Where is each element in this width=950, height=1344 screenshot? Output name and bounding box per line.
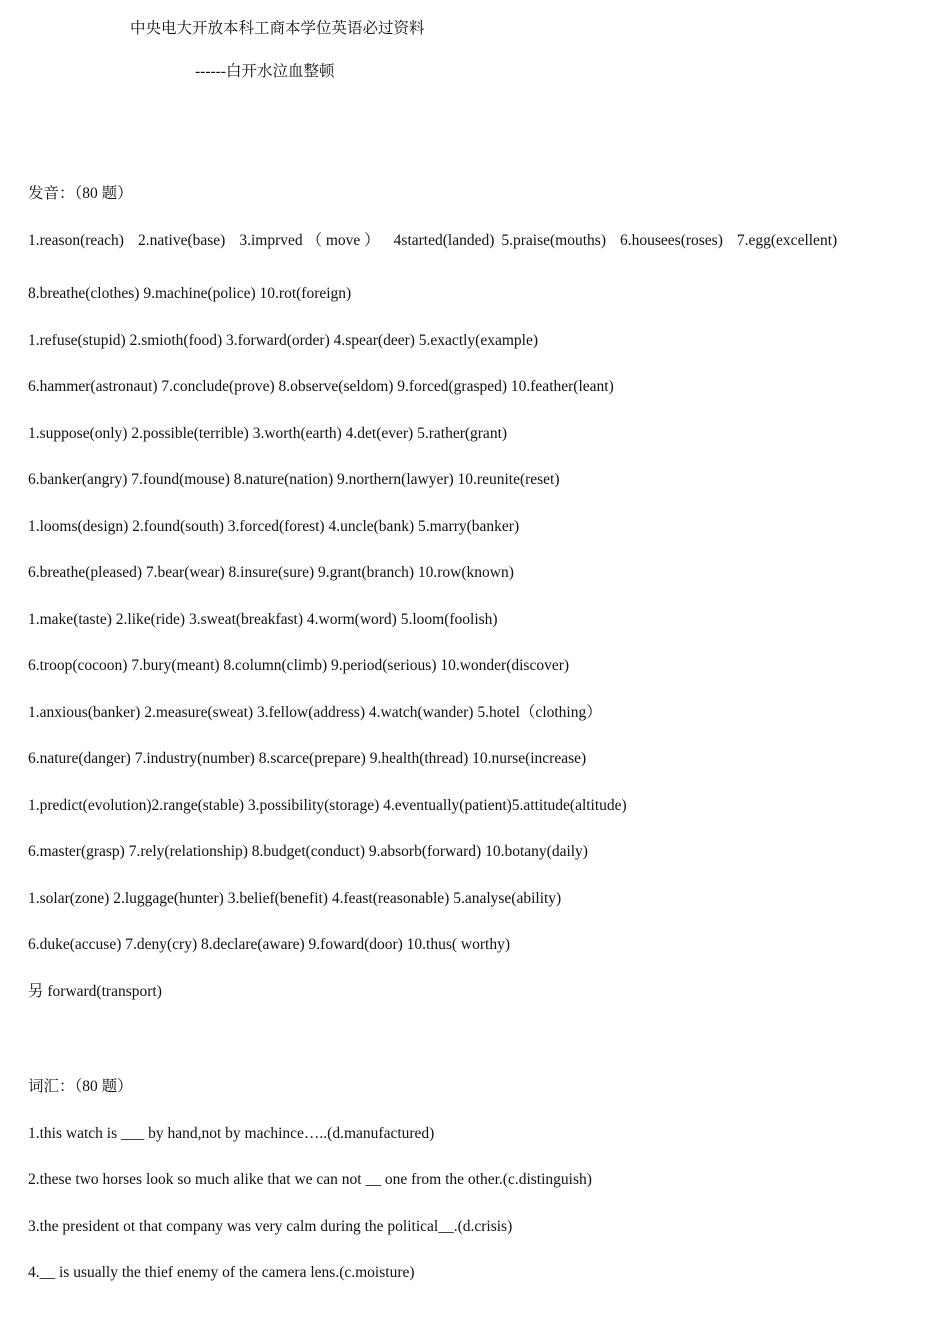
pronunciation-item: 5.praise(mouths)	[501, 232, 606, 249]
pronunciation-line: 8.breathe(clothes) 9.machine(police) 10.rot(foreign)	[28, 285, 352, 302]
pronunciation-line: 6.hammer(astronaut) 7.conclude(prove) 8.observe(seldom) 9.forced(grasped) 10.feather(leant)	[28, 378, 614, 395]
vocabulary-question: 1.this watch is ___ by hand,not by machince…..(d.manufactured)	[28, 1125, 435, 1142]
pronunciation-item: 4started(landed)	[393, 232, 495, 249]
pronunciation-line: 6.master(grasp) 7.rely(relationship) 8.budget(conduct) 9.absorb(forward) 10.botany(daily)	[28, 843, 588, 860]
vocabulary-question: 3.the president ot that company was very calm during the political__.(d.crisis)	[28, 1218, 513, 1235]
document-subtitle: ------白开水泣血整顿	[195, 63, 335, 80]
pronunciation-item: 3.imprved （ move ）	[239, 232, 380, 249]
pronunciation-item: 6.housees(roses)	[620, 232, 723, 249]
pronunciation-item: 2.native(base)	[137, 232, 226, 249]
pronunciation-line: 1.solar(zone) 2.luggage(hunter) 3.belief(benefit) 4.feast(reasonable) 5.analyse(ability)	[28, 890, 562, 907]
pronunciation-line: 6.troop(cocoon) 7.bury(meant) 8.column(climb) 9.period(serious) 10.wonder(discover)	[28, 657, 570, 674]
pronunciation-line: 1.looms(design) 2.found(south) 3.forced(forest) 4.uncle(bank) 5.marry(banker)	[28, 518, 520, 535]
pronunciation-line: 1.anxious(banker) 2.measure(sweat) 3.fellow(address) 4.watch(wander) 5.hotel（clothing）	[28, 704, 602, 721]
vocabulary-question: 2.these two horses look so much alike that we can not __ one from the other.(c.distinguish)	[28, 1171, 592, 1188]
pronunciation-line	[28, 231, 837, 251]
document-title: 中央电大开放本科工商本学位英语必过资料	[130, 20, 425, 37]
pronunciation-item: 7.egg(excellent)	[736, 232, 838, 249]
pronunciation-line: 6.duke(accuse) 7.deny(cry) 8.declare(aware) 9.foward(door) 10.thus( worthy)	[28, 936, 511, 953]
pronunciation-line: 1.refuse(stupid) 2.smioth(food) 3.forward(order) 4.spear(deer) 5.exactly(example)	[28, 332, 539, 349]
pronunciation-line: 1.predict(evolution)2.range(stable) 3.possibility(storage) 4.eventually(patient)5.attitude(altitude)	[28, 797, 627, 814]
pronunciation-line: 6.banker(angry) 7.found(mouse) 8.nature(nation) 9.northern(lawyer) 10.reunite(reset)	[28, 471, 560, 488]
pronunciation-line: 1.make(taste) 2.like(ride) 3.sweat(breakfast) 4.worm(word) 5.loom(foolish)	[28, 611, 498, 628]
vocabulary-heading: 词汇：（80 题）	[28, 1078, 133, 1095]
pronunciation-line: 6.breathe(pleased) 7.bear(wear) 8.insure(sure) 9.grant(branch) 10.row(known)	[28, 564, 514, 581]
vocabulary-question: 4.__ is usually the thief enemy of the camera lens.(c.moisture)	[28, 1264, 415, 1281]
pronunciation-line: 6.nature(danger) 7.industry(number) 8.scarce(prepare) 9.health(thread) 10.nurse(increase)	[28, 750, 587, 767]
pronunciation-line: 另 forward(transport)	[28, 983, 162, 1000]
pronunciation-line: 1.suppose(only) 2.possible(terrible) 3.worth(earth) 4.det(ever) 5.rather(grant)	[28, 425, 508, 442]
pronunciation-heading: 发音：（80 题）	[28, 185, 133, 202]
pronunciation-item: 1.reason(reach)	[28, 232, 124, 249]
